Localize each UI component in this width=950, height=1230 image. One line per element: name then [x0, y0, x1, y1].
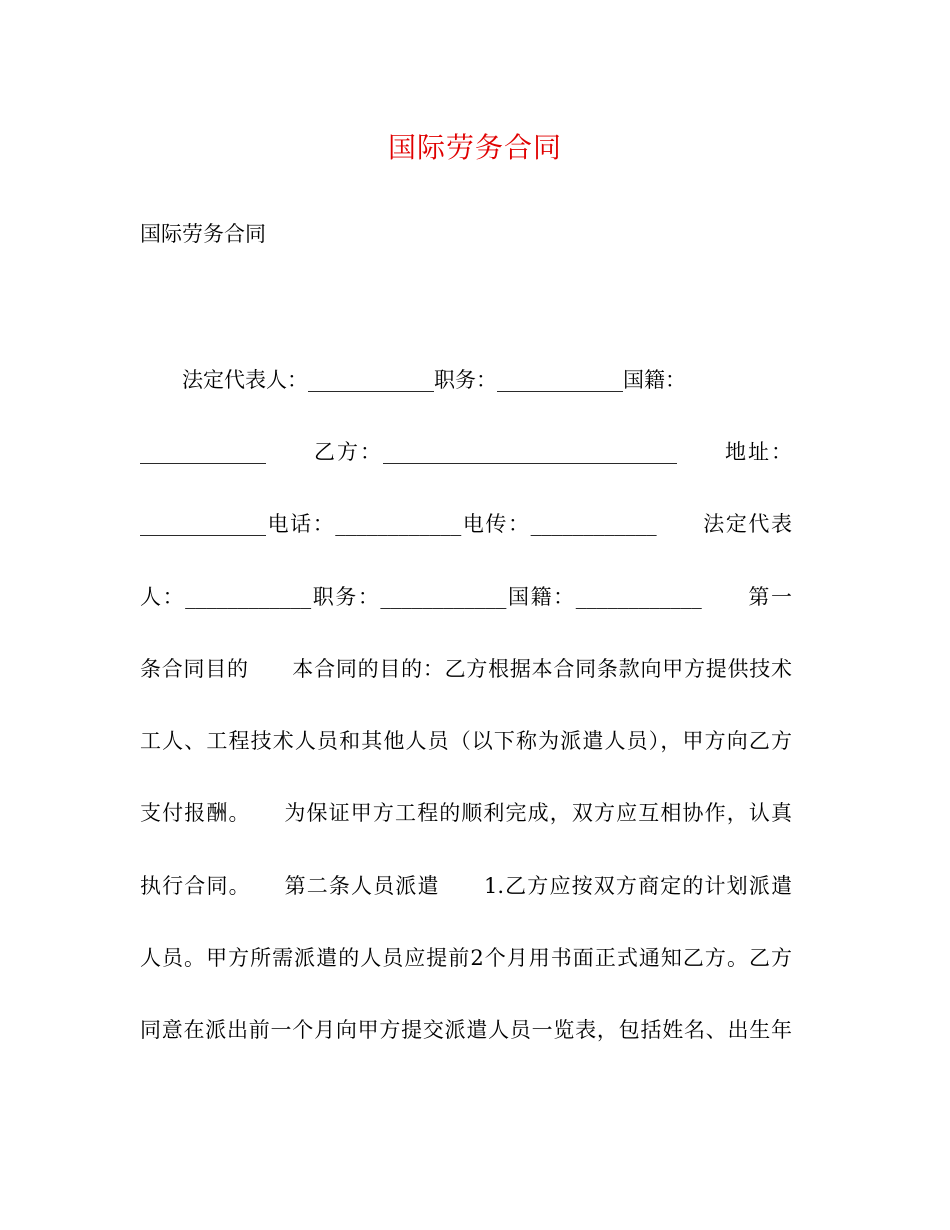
document-subtitle: 国际劳务合同	[140, 222, 266, 246]
body-line: 工人、工程技术人员和其他人员（以下称为派遣人员），甲方向乙方	[140, 729, 792, 753]
body-line: 法定代表人：____________职务：____________国籍：	[182, 368, 686, 392]
body-line: 条合同目的 本合同的目的：乙方根据本合同条款向甲方提供技术	[140, 657, 792, 681]
body-line: ____________电话：____________电传：____________ 法定代表	[140, 512, 792, 536]
body-line: ____________ 乙方：____________________________ 地址：	[140, 440, 792, 464]
body-line: 支付报酬。 为保证甲方工程的顺利完成，双方应互相协作，认真	[140, 801, 792, 825]
body-line: 同意在派出前一个月向甲方提交派遣人员一览表，包括姓名、出生年	[140, 1018, 792, 1042]
body-line: 人员。甲方所需派遣的人员应提前2个月用书面正式通知乙方。乙方	[140, 946, 792, 970]
document-title: 国际劳务合同	[387, 131, 562, 164]
body-line: 人：____________职务：____________国籍：____________ 第一	[140, 585, 792, 609]
body-line: 执行合同。 第二条人员派遣 1.乙方应按双方商定的计划派遣	[140, 874, 792, 898]
